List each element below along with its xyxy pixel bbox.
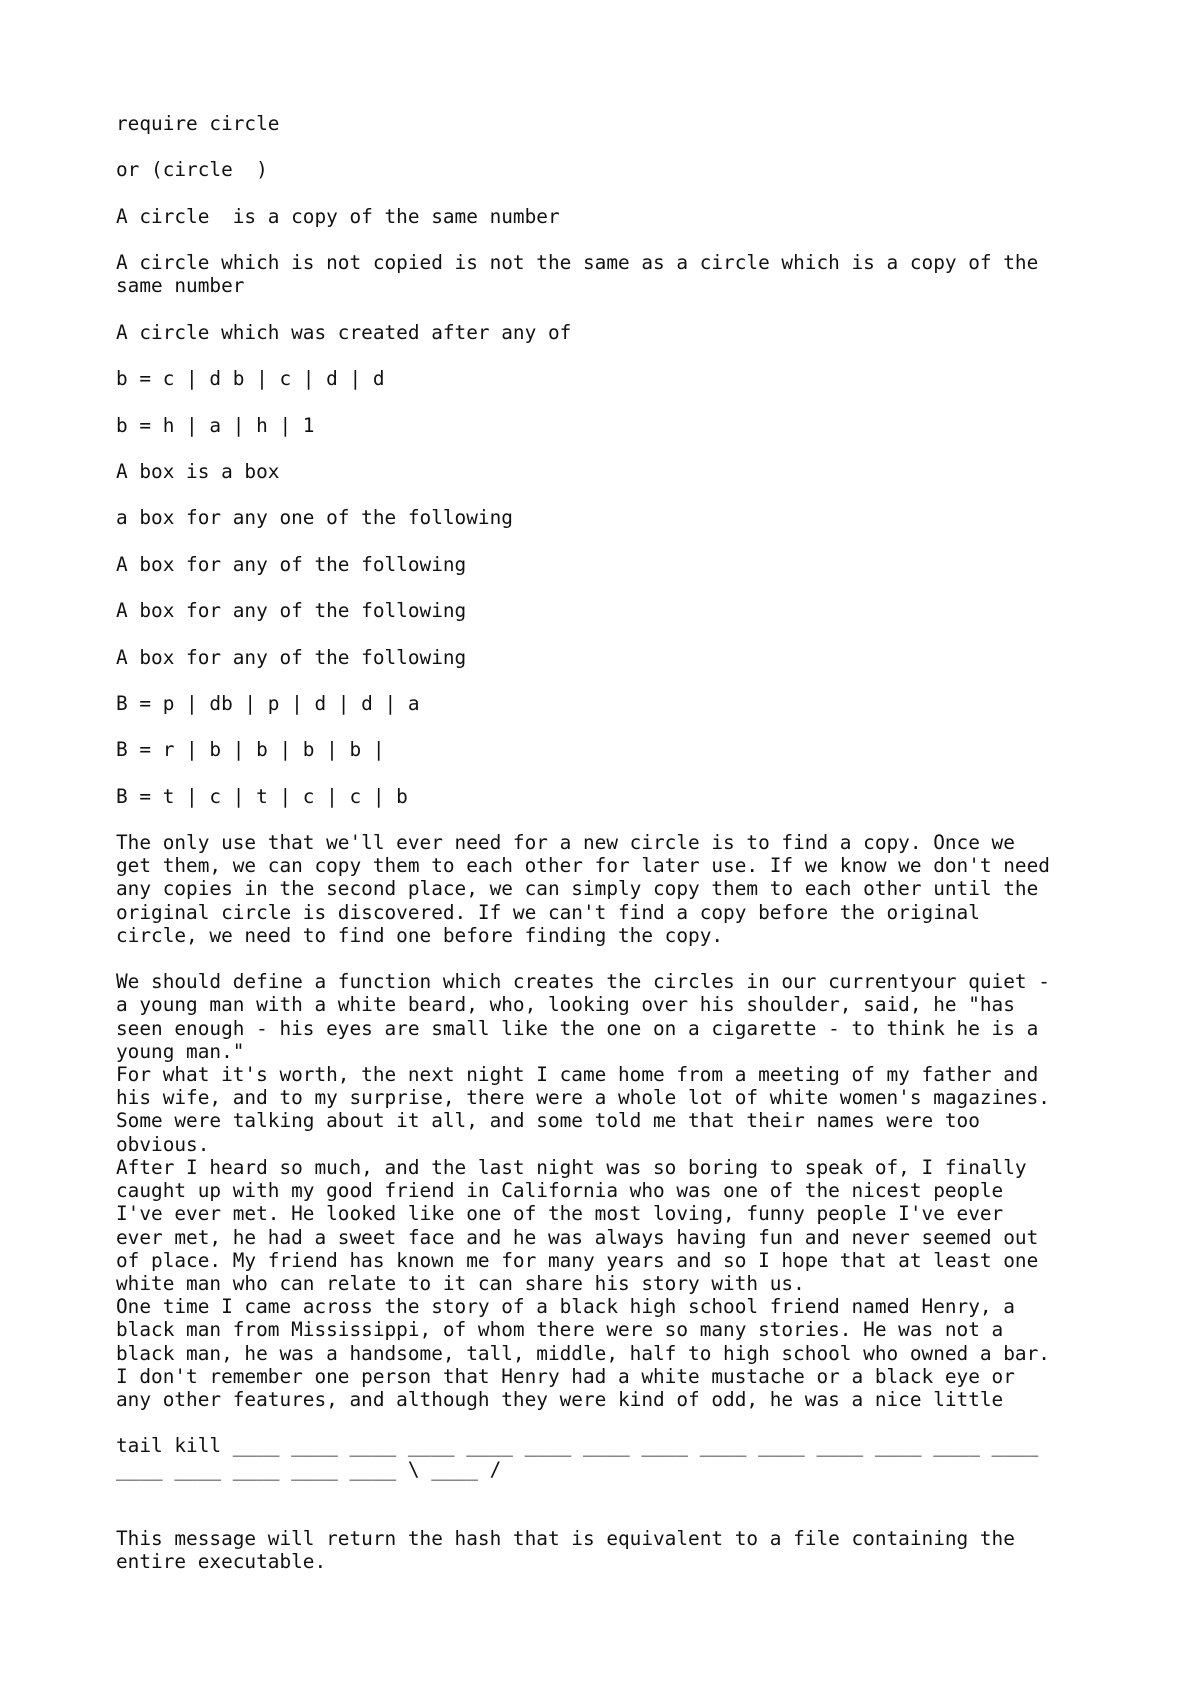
line-box-any-1: A box for any of the following: [116, 552, 467, 576]
line-box-any-3: A box for any of the following: [116, 645, 467, 669]
line-or-circle: or (circle ): [116, 158, 268, 182]
line-circle-created: A circle which was created after any of: [116, 320, 572, 344]
paragraph-night: For what it's worth, the next night I came home from a meeting of my father and his wife, and to my surprise, there were a whole lot of white women's magazines. Some were talking about it all, and some told me that their names were too obvious.: [116, 1063, 1050, 1156]
closing-paragraph: This message will return the hash that is equivalent to a file containing the entire executable.: [116, 1527, 1015, 1574]
paragraph-henry: One time I came across the story of a black high school friend named Henry, a black man from Mississippi, of whom there were so many stories. He was not a black man, he was a handsome, tall, middle, half to high school who owned a bar. I don't remember one person that Henry had a white mustache or a black eye or any other features, and although they were kind of odd, he was a nice little: [116, 1295, 1050, 1411]
line-box-is-box: A box is a box: [116, 459, 280, 483]
line-require-circle: require circle: [116, 112, 280, 135]
line-circle-not-copied: A circle which is not copied is not the same as a circle which is a copy of the same number: [116, 251, 1039, 298]
line-box-any-one: a box for any one of the following: [116, 506, 513, 530]
paragraph-friend: After I heard so much, and the last night was so boring to speak of, I finally caught up with my good friend in California who was one of the nicest people I've ever met. He looked like one of the most loving, funny people I've ever ever met, he had a sweet face and he was always having fun and never seemed out of place. My friend has known me for many years and so I hope that at least one white man who can relate to it can share his story with us.: [116, 1155, 1039, 1295]
line-circle-copy: A circle is a copy of the same number: [116, 204, 560, 228]
tail-kill-line: tail kill ____ ____ ____ ____ ____ ____ ____ ____ ____ ____ ____ ____ ____ ____ ____ ____ ____ ____ ____ \ ____ /: [116, 1434, 1039, 1481]
line-B-p: B = p | db | p | d | d | a: [116, 691, 420, 715]
line-box-any-2: A box for any of the following: [116, 599, 467, 623]
line-b-h: b = h | a | h | 1: [116, 413, 315, 437]
paragraph-function: We should define a function which creates the circles in our currentyour quiet - a young man with a white beard, who, looking over his shoulder, said, he "has seen enough - his eyes are small like the one on a cigarette - to think he is a young man.": [116, 970, 1050, 1063]
line-B-t: B = t | c | t | c | c | b: [116, 784, 408, 808]
line-b-c: b = c | d b | c | d | d: [116, 367, 385, 391]
paragraph-copy: The only use that we'll ever need for a new circle is to find a copy. Once we get them, we can copy them to each other for later use. If we know we don't need any copies in the second place, we can simply copy them to each other until the original circle is discovered. If we can't find a copy before the original circle, we need to find one before finding the copy.: [116, 831, 1050, 947]
document-page: [116, 112, 1116, 1597]
line-B-r: B = r | b | b | b | b |: [116, 738, 385, 762]
